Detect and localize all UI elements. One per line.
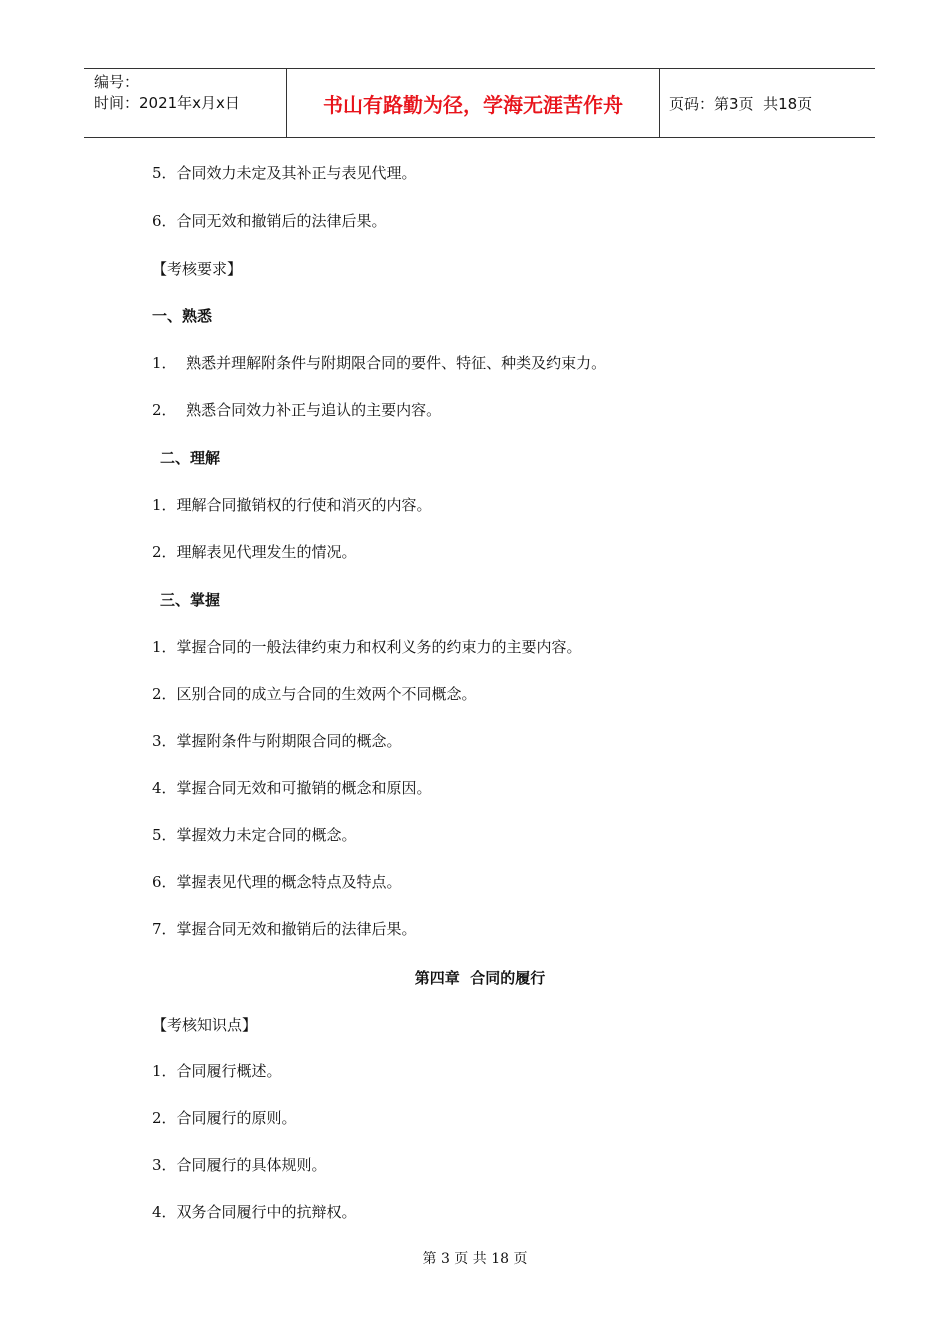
list-item: 6．掌握表见代理的概念特点及特点。 — [152, 873, 402, 891]
list-item: 1．合同履行概述。 — [152, 1062, 282, 1080]
document-number-label: 编号： — [94, 73, 140, 91]
header-page-info: 页码：第3页 共18页 — [669, 94, 813, 113]
list-item: 2． 熟悉合同效力补正与追认的主要内容。 — [152, 401, 442, 419]
section-heading-master: 三、掌握 — [160, 591, 221, 609]
header-motto: 书山有路勤为径，学海无涯苦作舟 — [286, 69, 660, 137]
list-item: 7．掌握合同无效和撤销后的法律后果。 — [152, 920, 417, 938]
chapter-title: 第四章 合同的履行 — [414, 969, 546, 987]
list-item: 5．掌握效力未定合同的概念。 — [152, 826, 357, 844]
list-item: 3．合同履行的具体规则。 — [152, 1156, 327, 1174]
knowledge-heading: 【考核知识点】 — [152, 1016, 258, 1034]
list-item: 2．区别合同的成立与合同的生效两个不同概念。 — [152, 685, 477, 703]
section-heading-familiar: 一、熟悉 — [152, 307, 213, 325]
list-item: 6．合同无效和撤销后的法律后果。 — [152, 212, 387, 230]
list-item: 4．双务合同履行中的抗辩权。 — [152, 1203, 357, 1221]
list-item: 1．掌握合同的一般法律约束力和权利义务的约束力的主要内容。 — [152, 638, 582, 656]
list-item: 1．理解合同撤销权的行使和消灭的内容。 — [152, 496, 432, 514]
list-item: 3．掌握附条件与附期限合同的概念。 — [152, 732, 402, 750]
list-item: 5．合同效力未定及其补正与表见代理。 — [152, 164, 417, 182]
section-heading-understand: 二、理解 — [160, 449, 221, 467]
header-meta — [84, 69, 286, 137]
list-item: 1． 熟悉并理解附条件与附期限合同的要件、特征、种类及约束力。 — [152, 354, 607, 372]
list-item: 4．掌握合同无效和可撤销的概念和原因。 — [152, 779, 432, 797]
document-date-label: 时间：2021年x月x日 — [94, 94, 240, 112]
requirements-heading: 【考核要求】 — [152, 260, 243, 278]
page-footer: 第 3 页 共 18 页 — [422, 1251, 528, 1267]
list-item: 2．理解表见代理发生的情况。 — [152, 543, 357, 561]
list-item: 2．合同履行的原则。 — [152, 1109, 297, 1127]
page-header — [84, 68, 875, 138]
